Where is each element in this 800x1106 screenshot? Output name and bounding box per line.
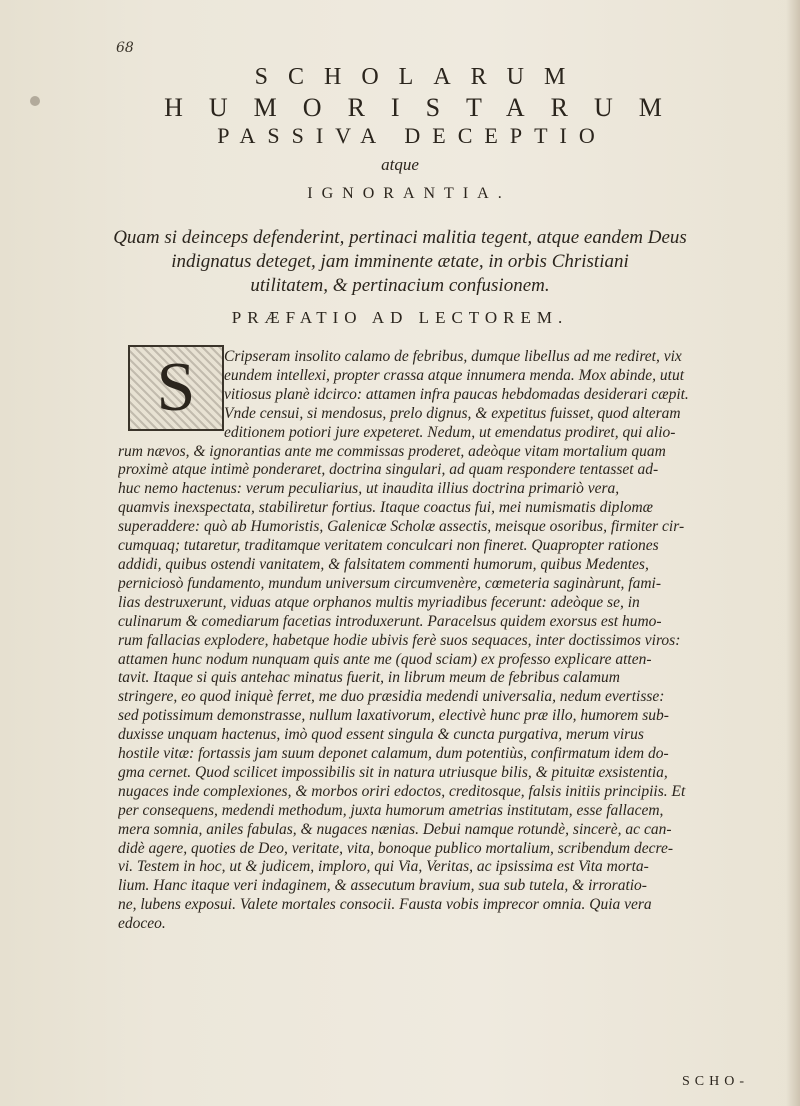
body-line: mera somnia, aniles fabulas, & nugaces nænias. Debui namque rotundè, sincerè, ac can-	[118, 820, 672, 838]
body-line: quamvis inexspectata, stabiliretur fortius. Itaque coactus fui, mei numismatis diplomæ	[118, 499, 653, 517]
body-line: stringere, eo quod iniquè ferret, me duo præsidia medendi universalia, nedum evertisse:	[118, 688, 665, 706]
body-line: duxisse unquam hactenus, imò quod essent singula & cuncta purgativa, merum virus	[118, 726, 644, 744]
body-line: eundem intellexi, propter crassa atque innumera menda. Mox abinde, utut	[224, 366, 685, 384]
decorated-initial	[128, 345, 224, 431]
body-line: lias destruxerunt, viduas atque orphanos multis myriadibus fecerunt: adeòque se, in	[118, 593, 640, 611]
subtitle-line-2: indignatus deteget, jam imminente ætate, in orbis Christiani	[171, 251, 629, 272]
body-line: addidi, quibus ostendi vanitatem, & falsitatem commenti humorum, quibus Medentes,	[118, 555, 649, 573]
body-line: vi. Testem in hoc, ut & judicem, imploro, qui Via, Veritas, ac ipsissima est Vita morta-	[118, 858, 649, 876]
body-line: culinarum & comediarum facetias introduxerunt. Paracelsus quidem exorsus est humo-	[118, 612, 662, 630]
title-line-2: HUMORISTARUM	[164, 93, 688, 122]
body-line: didè agere, quoties de Deo, veritate, vita, bonoque publico mortalium, scribendum decre-	[118, 839, 674, 857]
body-line: edoceo.	[118, 915, 166, 933]
body-line: per consequens, medendi methodum, juxta humorum ametrias institutam, esse fallacem,	[118, 801, 664, 819]
body-line: superaddere: quò ab Humoristis, Galenicæ Scholæ assectis, meisque osoribus, firmiter cir-	[118, 518, 685, 536]
body-line: lium. Hanc itaque veri indaginem, & assecutum bravium, sua sub tutela, & irroratio-	[118, 877, 647, 895]
body-line: ne, lubens exposui. Valete mortales consocii. Fausta vobis imprecor omnia. Quia vera	[118, 896, 652, 914]
initial-letter: S	[156, 349, 196, 426]
body-line: gma cernet. Quod scilicet impossibilis sit in natura utriusque bilis, & pituitæ exsistentia,	[118, 763, 668, 781]
praefatio-heading: PRÆFATIO AD LECTOREM.	[231, 308, 569, 327]
body-line: proximè atque intimè ponderaret, doctrina singulari, ad quam respondere tentasset ad-	[118, 461, 659, 479]
body-line: nugaces inde complexiones, & morbos oriri edoctos, creditosque, falsis initiis principiis. Et	[118, 782, 686, 800]
body-line: vitiosus planè idcirco: attamen infra paucas hebdomadas desiderari cæpit.	[224, 385, 689, 403]
title-line-1: SCHOLARUM	[254, 64, 586, 90]
body-line: perniciosò fundamento, mundum universum circumvenère, cœmeteria saginàrunt, fami-	[118, 574, 661, 592]
body-line: cumquaq; tutaretur, traditamque veritatem conculcari non fineret. Quapropter rationes	[118, 537, 659, 555]
body-line: rum fallacias explodere, habetque hodie ubivis ferè suos sequaces, inter doctissimos viros:	[118, 631, 681, 649]
body-line: attamen hunc nodum nunquam quis ante me (quod sciam) ex professo explicare atten-	[118, 650, 652, 668]
catchword: SCHO-	[682, 1074, 750, 1089]
body-line: Vnde censui, si mendosus, prelo dignus, & expetitus fuisset, quod alteram	[224, 404, 681, 422]
body-text	[118, 348, 774, 934]
page-number: 68	[116, 40, 134, 56]
subtitle-line-3: utilitatem, & pertinacium confusionem.	[250, 275, 550, 296]
body-line: Cripseram insolito calamo de febribus, dumque libellus ad me rediret, vix	[224, 348, 682, 365]
body-line: editionem potiori jure expeteret. Nedum, ut emendatus prodiret, qui alio-	[224, 423, 676, 441]
body-line: tavit. Itaque si quis antehac minatus fuerit, in librum meum de febribus calamum	[118, 669, 620, 687]
body-line: sed potissimum demonstrasse, nullum laxativorum, electivè hunc præ illo, humorem sub-	[118, 707, 669, 725]
title-line-4: atque	[381, 155, 419, 174]
body-line: hostile vitæ: fortassis jam suum deponet calamum, dum potentiùs, confirmatum idem do-	[118, 745, 669, 763]
title-line-5: IGNORANTIA.	[307, 185, 511, 202]
subtitle-line-1: Quam si deinceps defenderint, pertinaci malitia tegent, atque eandem Deus	[113, 227, 687, 248]
body-line: rum nævos, & ignorantias ante me commissas proderet, adeòque vitam mortalium quam	[118, 442, 666, 460]
title-line-3: PASSIVA DECEPTIO	[217, 123, 607, 148]
body-line: huc nemo hactenus: verum peculiarius, ut inaudita illius doctrina primariò vera,	[118, 480, 620, 498]
